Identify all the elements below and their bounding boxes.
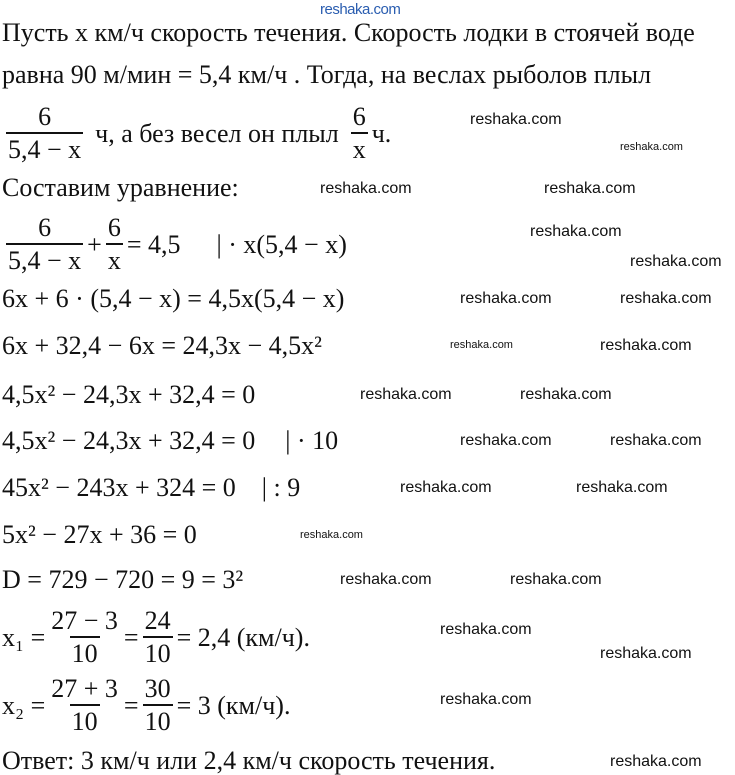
fraction — [49, 676, 120, 735]
text: + — [87, 229, 102, 259]
numerator: 24 — [144, 606, 171, 635]
fraction — [143, 608, 173, 667]
fraction — [6, 104, 83, 163]
denominator: x — [106, 243, 123, 274]
numerator: 27 − 3 — [51, 606, 118, 635]
line-3 — [2, 104, 391, 163]
fraction — [49, 608, 120, 667]
denominator: 10 — [70, 704, 100, 735]
fraction — [106, 215, 123, 274]
line-13 — [2, 608, 310, 667]
watermark: reshaka.com — [600, 645, 692, 662]
line-4: Составим уравнение: — [2, 173, 239, 202]
watermark: reshaka.com — [340, 571, 432, 588]
denominator: 10 — [143, 636, 173, 667]
line-15: Ответ: 3 км/ч или 2,4 км/ч скорость течения. — [2, 746, 496, 775]
text: 45x² − 243x + 324 = 0 — [2, 473, 236, 502]
text: 4,5x² − 24,3x + 32,4 = 0 — [2, 426, 256, 455]
denominator: 10 — [70, 636, 100, 667]
fraction — [6, 215, 83, 274]
line-6: 6x + 6 · (5,4 − x) = 4,5x(5,4 − x) — [2, 284, 345, 313]
watermark: reshaka.com — [460, 290, 552, 307]
watermark: reshaka.com — [520, 386, 612, 403]
watermark: reshaka.com — [450, 339, 513, 351]
watermark: reshaka.com — [620, 141, 683, 153]
denominator: 5,4 − x — [6, 243, 83, 274]
text: | · x(5,4 − x) — [216, 229, 347, 259]
watermark: reshaka.com — [460, 432, 552, 449]
line-11: 5x² − 27x + 36 = 0 — [2, 520, 197, 549]
watermark: reshaka.com — [320, 1, 401, 18]
watermark: reshaka.com — [320, 180, 412, 197]
line-10 — [2, 475, 300, 501]
watermark: reshaka.com — [440, 691, 532, 708]
line-2: равна 90 м/мин = 5,4 км/ч . Тогда, на веслах рыболов плыл — [2, 60, 652, 89]
watermark: reshaka.com — [620, 290, 712, 307]
line-12: D = 729 − 720 = 9 = 3² — [2, 565, 244, 594]
watermark: reshaka.com — [530, 223, 622, 240]
text: x₂ = — [2, 690, 46, 720]
text: | : 9 — [261, 473, 301, 502]
text: = — [123, 622, 139, 652]
fraction — [143, 676, 173, 735]
numerator: 6 — [38, 102, 52, 131]
watermark: reshaka.com — [544, 180, 636, 197]
text: ч, а без весел он плыл — [95, 118, 339, 148]
line-7: 6x + 32,4 − 6x = 24,3x − 4,5x² — [2, 331, 322, 360]
text: x₁ = — [2, 622, 46, 652]
numerator: 30 — [144, 674, 171, 703]
watermark: reshaka.com — [400, 479, 492, 496]
numerator: 6 — [38, 213, 52, 242]
line-14 — [2, 676, 290, 735]
numerator: 6 — [352, 102, 366, 131]
watermark: reshaka.com — [470, 111, 562, 128]
text: = 3 (км/ч). — [176, 690, 291, 720]
numerator: 27 + 3 — [51, 674, 118, 703]
watermark: reshaka.com — [360, 386, 452, 403]
text: | · 10 — [285, 426, 339, 455]
watermark: reshaka.com — [610, 753, 702, 770]
text: = — [123, 690, 139, 720]
numerator: 6 — [107, 213, 121, 242]
watermark: reshaka.com — [510, 571, 602, 588]
text: = 4,5 — [126, 229, 181, 259]
watermark: reshaka.com — [600, 337, 692, 354]
text: = 2,4 (км/ч). — [176, 622, 310, 652]
line-9 — [2, 428, 338, 454]
watermark: reshaka.com — [610, 432, 702, 449]
line-1: Пусть x км/ч скорость течения. Скорость лодки в стоячей воде — [2, 18, 695, 47]
watermark: reshaka.com — [300, 529, 363, 541]
watermark: reshaka.com — [630, 253, 722, 270]
fraction — [351, 104, 368, 163]
line-5 — [2, 215, 347, 274]
text: ч. — [371, 118, 392, 148]
watermark: reshaka.com — [576, 479, 668, 496]
line-8: 4,5x² − 24,3x + 32,4 = 0 — [2, 380, 256, 409]
denominator: 5,4 − x — [6, 132, 83, 163]
denominator: 10 — [143, 704, 173, 735]
denominator: x — [351, 132, 368, 163]
watermark: reshaka.com — [440, 621, 532, 638]
